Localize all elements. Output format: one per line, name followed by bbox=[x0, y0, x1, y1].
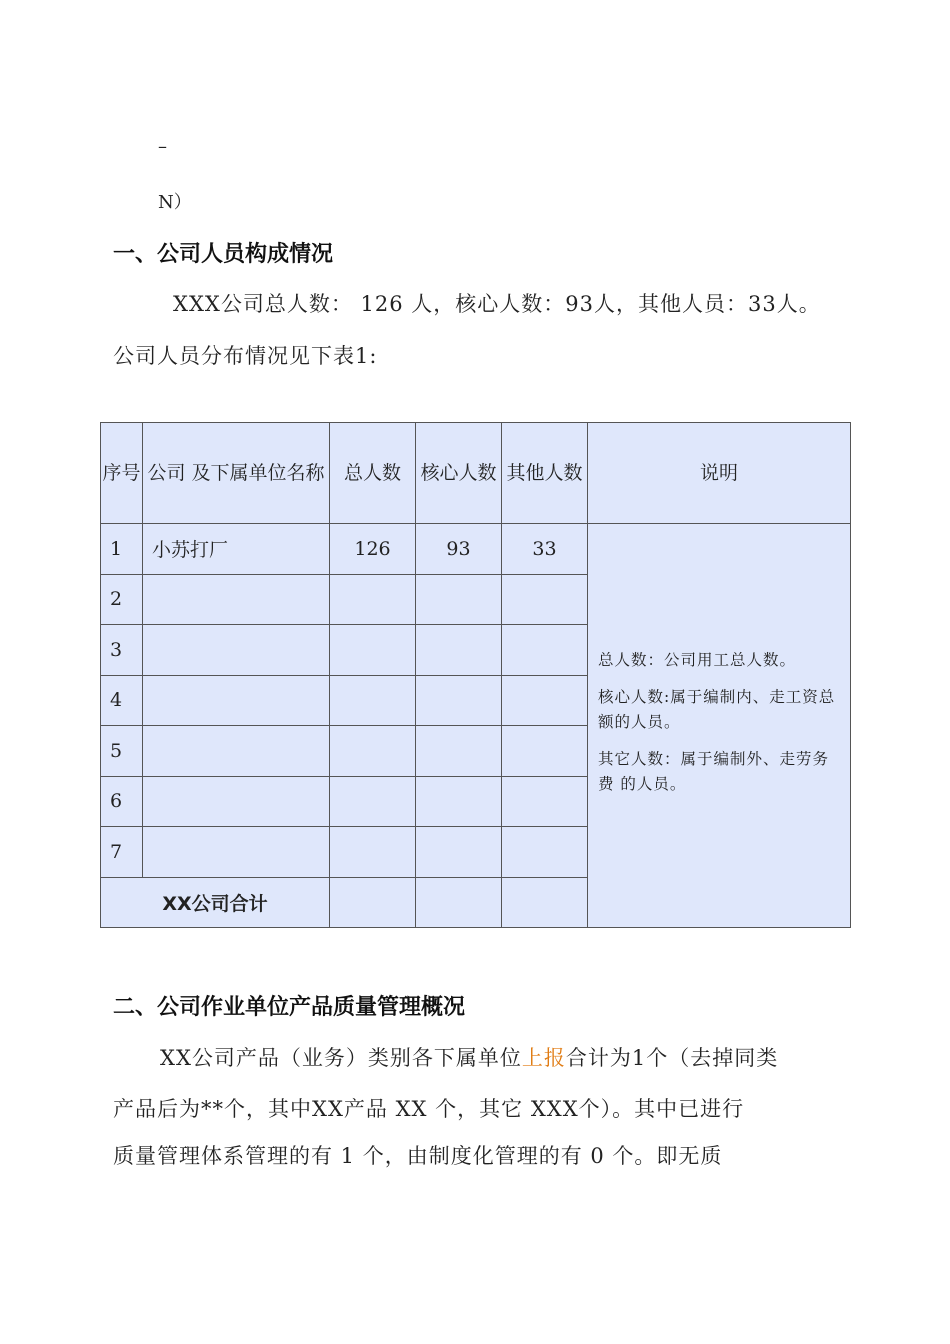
row-other: 33 bbox=[502, 524, 588, 575]
row-no: 3 bbox=[101, 625, 143, 676]
row-no: 4 bbox=[101, 675, 143, 726]
row-name bbox=[143, 726, 330, 777]
row-core bbox=[416, 726, 502, 777]
dash-mark: – bbox=[158, 136, 167, 157]
row-no: 1 bbox=[101, 524, 143, 575]
header-name: 公司 及下属单位名称 bbox=[143, 423, 330, 524]
row-name bbox=[143, 625, 330, 676]
n-paren-mark: N） bbox=[158, 192, 192, 213]
row-name bbox=[143, 675, 330, 726]
header-no: 序号 bbox=[101, 423, 143, 524]
row-other bbox=[502, 574, 588, 625]
row-other bbox=[502, 776, 588, 827]
row-core bbox=[416, 827, 502, 878]
row-total: 126 bbox=[330, 524, 416, 575]
header-core: 核心人数 bbox=[416, 423, 502, 524]
header-other: 其他人数 bbox=[502, 423, 588, 524]
quality-line1-before: XX公司产品（业务）类别各下属单位 bbox=[160, 1046, 522, 1070]
row-other bbox=[502, 625, 588, 676]
quality-para-line-2: 产品后为**个，其中XX产品 XX 个，其它 XXX个）。其中已进行 bbox=[113, 1097, 745, 1121]
row-name: 小苏打厂 bbox=[143, 524, 330, 575]
row-total bbox=[330, 574, 416, 625]
note-core: 核心人数:属于编制内、走工资总额的人员。 bbox=[598, 688, 836, 731]
note-other: 其它人数：属于编制外、走劳务费 的人员。 bbox=[598, 750, 830, 793]
row-no: 7 bbox=[101, 827, 143, 878]
total-row-total bbox=[330, 877, 416, 928]
quality-line1-accent: 上报 bbox=[521, 1046, 566, 1070]
total-row-other bbox=[502, 877, 588, 928]
headcount-summary: XXX公司总人数： 126 人，核心人数：93人，其他人员：33人。 bbox=[173, 292, 821, 316]
row-name bbox=[143, 574, 330, 625]
row-core bbox=[416, 625, 502, 676]
row-core bbox=[416, 776, 502, 827]
header-note: 说明 bbox=[588, 423, 851, 524]
row-other bbox=[502, 675, 588, 726]
table-row bbox=[101, 524, 851, 575]
row-total bbox=[330, 776, 416, 827]
row-core bbox=[416, 574, 502, 625]
row-total bbox=[330, 827, 416, 878]
note-total: 总人数：公司用工总人数。 bbox=[598, 651, 797, 669]
row-core bbox=[416, 675, 502, 726]
row-other bbox=[502, 827, 588, 878]
notes-cell bbox=[588, 524, 851, 928]
row-no: 2 bbox=[101, 574, 143, 625]
row-name bbox=[143, 827, 330, 878]
table-header-row bbox=[101, 423, 851, 524]
quality-para-line-1 bbox=[160, 1042, 778, 1072]
table-intro: 公司人员分布情况见下表1: bbox=[113, 344, 378, 368]
row-total bbox=[330, 726, 416, 777]
quality-line1-after: 合计为1个（去掉同类 bbox=[565, 1046, 779, 1070]
row-total bbox=[330, 625, 416, 676]
row-name bbox=[143, 776, 330, 827]
staff-table bbox=[100, 422, 851, 928]
quality-para-line-3: 质量管理体系管理的有 1 个，由制度化管理的有 0 个。即无质 bbox=[113, 1144, 723, 1168]
row-core: 93 bbox=[416, 524, 502, 575]
row-no: 5 bbox=[101, 726, 143, 777]
row-no: 6 bbox=[101, 776, 143, 827]
total-row-label: XX公司合计 bbox=[101, 877, 330, 928]
section-2-heading: 二、公司作业单位产品质量管理概况 bbox=[113, 995, 466, 1020]
row-other bbox=[502, 726, 588, 777]
row-total bbox=[330, 675, 416, 726]
header-total: 总人数 bbox=[330, 423, 416, 524]
total-row-core bbox=[416, 877, 502, 928]
section-1-heading: 一、公司人员构成情况 bbox=[113, 242, 334, 267]
